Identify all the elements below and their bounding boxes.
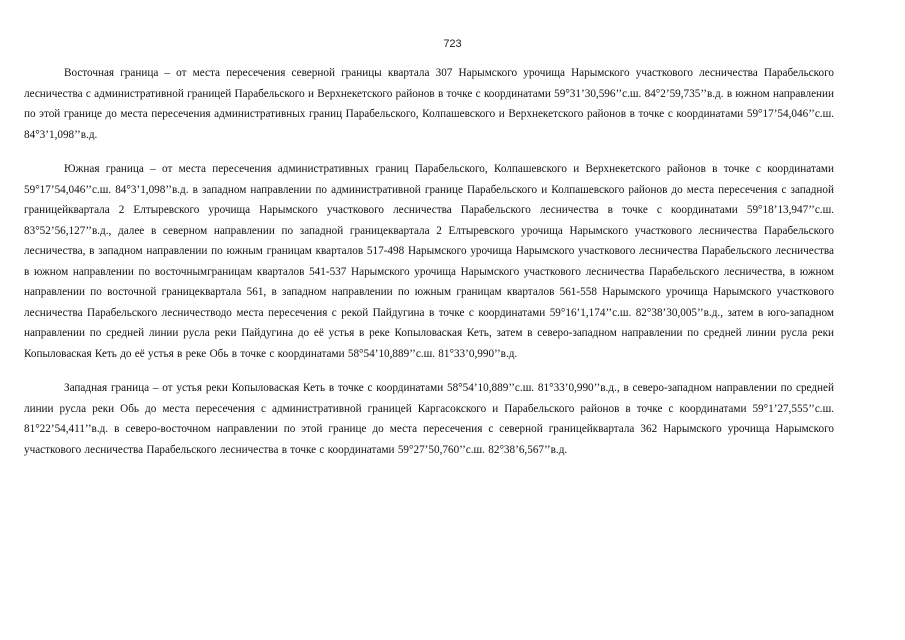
page-number: 723 (443, 38, 462, 50)
paragraph-south-boundary: Южная граница – от места пересечения административных границ Парабельского, Колпашевского и Верхнекетского районов в точке с координатами 59°17’54,046’’с.ш. 84°3’1,098’’в.д. в западном направлении по административной границе Парабельского и Колпашевского районов до места пересечения с западной границейквартала 2 Елтыревского урочища Нарымского участкового лесничества Парабельского лесничества в точке с координатами 59°18’13,947’’с.ш. 83°52’56,127’’в.д., далее в северном направлении по западной границеквартала 2 Елтыревского урочища Нарымского участкового лесничества Парабельского лесничества, в западном направлении по южным границам кварталов 517-498 Нарымского урочища Нарымского участкового лесничества Парабельского лесничества в южном направлении по восточнымграницам кварталов 541-537 Нарымского урочища Нарымского участкового лесничества Парабельского лесничества, в южном направлении по восточной границеквартала 561, в западном направлении по южным границам кварталов 561-558 Нарымского урочища Нарымского участкового лесничества Парабельского лесничестводо места пересечения с рекой Пайдугина в точке с координатами 59°16’1,174’’с.ш. 82°38’30,005’’в.д., затем в юго-западном направлении по средней линии русла реки Пайдугина до её устья в реке Копыловаская Кеть, затем в северо-западном направлении по средней линии русла реки Копыловаская Кеть до её устья в реке Обь в точке с координатами 58°54’10,889’’с.ш. 81°33’0,990’’в.д. (24, 163, 834, 360)
document-body (24, 63, 834, 460)
paragraph-west-boundary: Западная граница – от устья реки Копыловаская Кеть в точке с координатами 58°54’10,889’’с.ш. 81°33’0,990’’в.д., в северо-западном направлении по средней линии русла реки Обь до места пересечения с административной границей Каргасокского и Парабельского районов в точке с координатами 59°1’27,555’’с.ш. 81°22’54,411’’в.д. в северо-восточном направлении по этой границе до места пересечения с северной границейквартала 362 Нарымского урочища Нарымского участкового лесничества Парабельского лесничества в точке с координатами 59°27’50,760’’с.ш. 82°38’6,567’’в.д. (24, 382, 834, 456)
paragraph-east-boundary: Восточная граница – от места пересечения северной границы квартала 307 Нарымского урочища Нарымского участкового лесничества Парабельского лесничества с административной границей Парабельского и Верхнекетского районов в точке с координатами 59°31’30,596’’с.ш. 84°2’59,735’’в.д. в южном направлении по этой границе до места пересечения административных границ Парабельского, Колпашевского и Верхнекетского районов в точке с координатами 59°17’54,046’’с.ш. 84°3’1,098’’в.д. (24, 67, 834, 141)
